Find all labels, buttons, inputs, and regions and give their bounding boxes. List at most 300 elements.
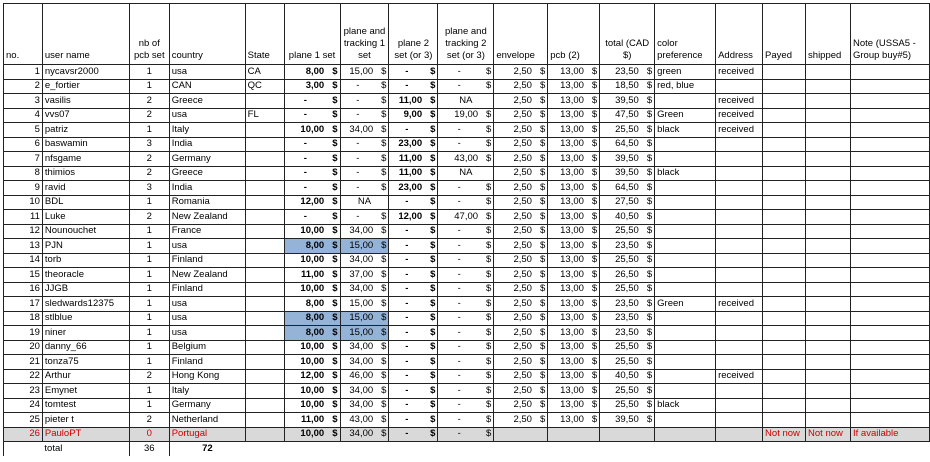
cell-payed[interactable]: [763, 355, 806, 370]
cell-nb-pcb-set[interactable]: 1: [129, 311, 169, 326]
cell-user-name[interactable]: torb: [42, 253, 129, 268]
cell-total[interactable]: [600, 355, 655, 370]
cell-payed[interactable]: [763, 94, 806, 109]
cell-color-preference[interactable]: green: [655, 65, 716, 80]
cell-address[interactable]: [716, 166, 763, 181]
cell-country[interactable]: usa: [169, 239, 245, 254]
cell-plane-tracking-2[interactable]: [438, 340, 494, 355]
cell-address[interactable]: [716, 210, 763, 225]
cell-total[interactable]: [600, 340, 655, 355]
cell-plane-tracking-1[interactable]: [340, 137, 389, 152]
cell-pcb-2[interactable]: [548, 427, 600, 442]
cell-state[interactable]: [245, 340, 284, 355]
cell-plane-tracking-2[interactable]: [438, 413, 494, 428]
cell-shipped[interactable]: [806, 326, 851, 341]
cell-no[interactable]: 22: [4, 369, 43, 384]
cell-pcb-2[interactable]: [548, 181, 600, 196]
cell-country[interactable]: Finland: [169, 282, 245, 297]
cell-plane-2-set[interactable]: [389, 65, 438, 80]
cell-no[interactable]: 7: [4, 152, 43, 167]
cell-shipped[interactable]: Not now: [806, 427, 851, 442]
col-header-envelope[interactable]: envelope: [494, 4, 548, 65]
cell-payed[interactable]: [763, 137, 806, 152]
cell-envelope[interactable]: [494, 311, 548, 326]
cell-pcb-2[interactable]: [548, 268, 600, 283]
cell-plane-1-set[interactable]: [284, 311, 340, 326]
cell-plane-tracking-1[interactable]: [340, 282, 389, 297]
cell-note[interactable]: [851, 311, 930, 326]
cell-plane-tracking-1[interactable]: [340, 268, 389, 283]
cell-country[interactable]: India: [169, 181, 245, 196]
cell-color-preference[interactable]: [655, 340, 716, 355]
cell-user-name[interactable]: ravid: [42, 181, 129, 196]
cell-nb-pcb-set[interactable]: 2: [129, 166, 169, 181]
cell-total[interactable]: [600, 384, 655, 399]
cell-color-preference[interactable]: [655, 181, 716, 196]
cell-state[interactable]: [245, 326, 284, 341]
cell-envelope[interactable]: [494, 268, 548, 283]
cell-plane-2-set[interactable]: [389, 311, 438, 326]
cell-note[interactable]: [851, 282, 930, 297]
cell-user-name[interactable]: JJGB: [42, 282, 129, 297]
cell-color-preference[interactable]: [655, 384, 716, 399]
cell-plane-tracking-2[interactable]: [438, 137, 494, 152]
cell-shipped[interactable]: [806, 413, 851, 428]
cell-envelope[interactable]: [494, 137, 548, 152]
cell-user-name[interactable]: Nounouchet: [42, 224, 129, 239]
cell-state[interactable]: [245, 297, 284, 312]
cell-plane-tracking-2[interactable]: [438, 123, 494, 138]
cell-plane-1-set[interactable]: [284, 253, 340, 268]
cell-plane-2-set[interactable]: [389, 282, 438, 297]
cell-pcb-2[interactable]: [548, 369, 600, 384]
cell-shipped[interactable]: [806, 152, 851, 167]
cell-plane-tracking-1[interactable]: [340, 413, 389, 428]
cell-pcb-2[interactable]: [548, 123, 600, 138]
cell-color-preference[interactable]: [655, 210, 716, 225]
cell-color-preference[interactable]: [655, 268, 716, 283]
cell-user-name[interactable]: pieter t: [42, 413, 129, 428]
cell-plane-1-set[interactable]: [284, 398, 340, 413]
cell-plane-tracking-1[interactable]: [340, 340, 389, 355]
cell-user-name[interactable]: stlblue: [42, 311, 129, 326]
cell-country[interactable]: Netherland: [169, 413, 245, 428]
cell-plane-2-set[interactable]: [389, 384, 438, 399]
cell-shipped[interactable]: [806, 65, 851, 80]
cell-payed[interactable]: [763, 195, 806, 210]
cell-no[interactable]: 17: [4, 297, 43, 312]
cell-nb-pcb-set[interactable]: 2: [129, 369, 169, 384]
cell-plane-tracking-1[interactable]: [340, 239, 389, 254]
cell-color-preference[interactable]: [655, 195, 716, 210]
cell-nb-pcb-set[interactable]: 1: [129, 355, 169, 370]
cell-nb-pcb-set[interactable]: 1: [129, 282, 169, 297]
cell-plane-tracking-2[interactable]: [438, 311, 494, 326]
cell-color-preference[interactable]: [655, 137, 716, 152]
cell-plane-tracking-2[interactable]: [438, 94, 494, 109]
cell-total[interactable]: [600, 195, 655, 210]
cell-color-preference[interactable]: black: [655, 166, 716, 181]
cell-state[interactable]: [245, 369, 284, 384]
cell-plane-1-set[interactable]: [284, 195, 340, 210]
cell-total[interactable]: [600, 166, 655, 181]
cell-envelope[interactable]: [494, 123, 548, 138]
cell-nb-pcb-set[interactable]: 1: [129, 224, 169, 239]
col-header-address[interactable]: Address: [716, 4, 763, 65]
cell-country[interactable]: CAN: [169, 79, 245, 94]
cell-pcb-2[interactable]: [548, 79, 600, 94]
cell-total[interactable]: [600, 268, 655, 283]
cell-no[interactable]: 26: [4, 427, 43, 442]
cell-plane-1-set[interactable]: [284, 239, 340, 254]
cell-user-name[interactable]: Luke: [42, 210, 129, 225]
cell-no[interactable]: 2: [4, 79, 43, 94]
cell-payed[interactable]: [763, 123, 806, 138]
cell-country[interactable]: India: [169, 137, 245, 152]
cell-envelope[interactable]: [494, 181, 548, 196]
col-header-payed[interactable]: Payed: [763, 4, 806, 65]
cell-plane-tracking-2[interactable]: [438, 427, 494, 442]
cell-payed[interactable]: [763, 210, 806, 225]
cell-plane-1-set[interactable]: [284, 355, 340, 370]
cell-pcb-2[interactable]: [548, 413, 600, 428]
cell-envelope[interactable]: [494, 413, 548, 428]
cell-nb-pcb-set[interactable]: 1: [129, 398, 169, 413]
cell-payed[interactable]: [763, 65, 806, 80]
cell-plane-tracking-1[interactable]: [340, 152, 389, 167]
cell-address[interactable]: [716, 427, 763, 442]
cell-plane-2-set[interactable]: [389, 268, 438, 283]
cell-envelope[interactable]: [494, 108, 548, 123]
cell-plane-1-set[interactable]: [284, 94, 340, 109]
cell-pcb-2[interactable]: [548, 108, 600, 123]
cell-user-name[interactable]: danny_66: [42, 340, 129, 355]
cell-address[interactable]: [716, 181, 763, 196]
cell-no[interactable]: 10: [4, 195, 43, 210]
cell-shipped[interactable]: [806, 369, 851, 384]
cell-note[interactable]: [851, 398, 930, 413]
cell-envelope[interactable]: [494, 210, 548, 225]
cell-no[interactable]: 5: [4, 123, 43, 138]
cell-address[interactable]: [716, 355, 763, 370]
cell-no[interactable]: 4: [4, 108, 43, 123]
cell-plane-2-set[interactable]: [389, 210, 438, 225]
cell-state[interactable]: CA: [245, 65, 284, 80]
cell-shipped[interactable]: [806, 210, 851, 225]
cell-plane-tracking-2[interactable]: [438, 65, 494, 80]
cell-plane-1-set[interactable]: [284, 427, 340, 442]
cell-note[interactable]: [851, 355, 930, 370]
cell-address[interactable]: [716, 398, 763, 413]
cell-total[interactable]: [600, 137, 655, 152]
cell-no[interactable]: 8: [4, 166, 43, 181]
cell-color-preference[interactable]: black: [655, 398, 716, 413]
cell-plane-2-set[interactable]: [389, 398, 438, 413]
cell-country[interactable]: usa: [169, 311, 245, 326]
cell-note[interactable]: [851, 326, 930, 341]
cell-address[interactable]: [716, 326, 763, 341]
cell-no[interactable]: 20: [4, 340, 43, 355]
cell-total[interactable]: [600, 108, 655, 123]
cell-country[interactable]: Germany: [169, 398, 245, 413]
cell-state[interactable]: [245, 181, 284, 196]
cell-user-name[interactable]: patriz: [42, 123, 129, 138]
cell-payed[interactable]: [763, 239, 806, 254]
cell-plane-1-set[interactable]: [284, 268, 340, 283]
cell-payed[interactable]: [763, 166, 806, 181]
cell-no[interactable]: 21: [4, 355, 43, 370]
cell-color-preference[interactable]: [655, 239, 716, 254]
cell-state[interactable]: [245, 355, 284, 370]
cell-shipped[interactable]: [806, 311, 851, 326]
cell-shipped[interactable]: [806, 282, 851, 297]
cell-shipped[interactable]: [806, 108, 851, 123]
cell-no[interactable]: 18: [4, 311, 43, 326]
cell-plane-tracking-2[interactable]: [438, 384, 494, 399]
cell-pcb-2[interactable]: [548, 326, 600, 341]
cell-plane-1-set[interactable]: [284, 166, 340, 181]
cell-note[interactable]: [851, 166, 930, 181]
cell-pcb-2[interactable]: [548, 152, 600, 167]
cell-color-preference[interactable]: [655, 326, 716, 341]
cell-envelope[interactable]: [494, 152, 548, 167]
cell-pcb-2[interactable]: [548, 398, 600, 413]
cell-no[interactable]: 14: [4, 253, 43, 268]
cell-plane-tracking-1[interactable]: [340, 369, 389, 384]
cell-plane-1-set[interactable]: [284, 413, 340, 428]
cell-plane-tracking-2[interactable]: [438, 398, 494, 413]
cell-color-preference[interactable]: [655, 413, 716, 428]
cell-shipped[interactable]: [806, 181, 851, 196]
cell-state[interactable]: [245, 94, 284, 109]
cell-plane-1-set[interactable]: [284, 297, 340, 312]
cell-plane-tracking-1[interactable]: [340, 79, 389, 94]
cell-color-preference[interactable]: [655, 253, 716, 268]
cell-plane-tracking-1[interactable]: [340, 253, 389, 268]
col-header-plane-tracking-2[interactable]: plane and tracking 2 set (or 3): [438, 4, 494, 65]
cell-plane-tracking-1[interactable]: [340, 355, 389, 370]
cell-user-name[interactable]: nycavsr2000: [42, 65, 129, 80]
cell-plane-1-set[interactable]: [284, 65, 340, 80]
cell-nb-pcb-set[interactable]: 1: [129, 326, 169, 341]
cell-no[interactable]: 15: [4, 268, 43, 283]
cell-total[interactable]: [600, 65, 655, 80]
cell-envelope[interactable]: [494, 166, 548, 181]
cell-color-preference[interactable]: Green: [655, 297, 716, 312]
cell-plane-tracking-2[interactable]: [438, 253, 494, 268]
cell-payed[interactable]: [763, 108, 806, 123]
cell-note[interactable]: [851, 79, 930, 94]
cell-note[interactable]: [851, 224, 930, 239]
cell-color-preference[interactable]: Green: [655, 108, 716, 123]
cell-plane-tracking-2[interactable]: [438, 210, 494, 225]
cell-note[interactable]: [851, 384, 930, 399]
cell-shipped[interactable]: [806, 268, 851, 283]
cell-no[interactable]: 24: [4, 398, 43, 413]
cell-nb-pcb-set[interactable]: 2: [129, 94, 169, 109]
cell-payed[interactable]: Not now: [763, 427, 806, 442]
cell-payed[interactable]: [763, 282, 806, 297]
cell-address[interactable]: received: [716, 65, 763, 80]
cell-plane-tracking-1[interactable]: [340, 210, 389, 225]
cell-envelope[interactable]: [494, 195, 548, 210]
cell-plane-1-set[interactable]: [284, 123, 340, 138]
cell-nb-pcb-set[interactable]: 2: [129, 108, 169, 123]
cell-envelope[interactable]: [494, 355, 548, 370]
cell-total[interactable]: [600, 239, 655, 254]
cell-plane-2-set[interactable]: [389, 137, 438, 152]
cell-payed[interactable]: [763, 224, 806, 239]
cell-total[interactable]: [600, 282, 655, 297]
col-header-note[interactable]: Note (USSA5 - Group buy#5): [851, 4, 930, 65]
cell-note[interactable]: [851, 181, 930, 196]
cell-plane-1-set[interactable]: [284, 210, 340, 225]
cell-total[interactable]: [600, 94, 655, 109]
cell-address[interactable]: [716, 384, 763, 399]
cell-state[interactable]: FL: [245, 108, 284, 123]
cell-note[interactable]: [851, 137, 930, 152]
cell-shipped[interactable]: [806, 79, 851, 94]
cell-nb-pcb-set[interactable]: 1: [129, 384, 169, 399]
cell-no[interactable]: 1: [4, 65, 43, 80]
cell-plane-tracking-2[interactable]: [438, 79, 494, 94]
cell-address[interactable]: received: [716, 123, 763, 138]
cell-plane-tracking-1[interactable]: [340, 123, 389, 138]
cell-state[interactable]: [245, 166, 284, 181]
cell-note[interactable]: [851, 108, 930, 123]
cell-state[interactable]: [245, 253, 284, 268]
cell-state[interactable]: [245, 384, 284, 399]
cell-country[interactable]: Germany: [169, 152, 245, 167]
cell-payed[interactable]: [763, 268, 806, 283]
cell-plane-2-set[interactable]: [389, 224, 438, 239]
cell-pcb-2[interactable]: [548, 166, 600, 181]
col-header-plane-2-set[interactable]: plane 2 set (or 3): [389, 4, 438, 65]
cell-color-preference[interactable]: [655, 224, 716, 239]
cell-envelope[interactable]: [494, 340, 548, 355]
cell-nb-pcb-set[interactable]: 2: [129, 210, 169, 225]
cell-pcb-2[interactable]: [548, 340, 600, 355]
cell-plane-2-set[interactable]: [389, 195, 438, 210]
cell-plane-tracking-2[interactable]: [438, 224, 494, 239]
cell-state[interactable]: [245, 224, 284, 239]
cell-plane-tracking-2[interactable]: [438, 282, 494, 297]
cell-country[interactable]: Portugal: [169, 427, 245, 442]
cell-total[interactable]: [600, 398, 655, 413]
cell-country[interactable]: New Zealand: [169, 268, 245, 283]
cell-plane-tracking-2[interactable]: [438, 152, 494, 167]
cell-no[interactable]: 12: [4, 224, 43, 239]
cell-plane-tracking-2[interactable]: [438, 181, 494, 196]
cell-plane-tracking-1[interactable]: [340, 311, 389, 326]
cell-no[interactable]: 3: [4, 94, 43, 109]
cell-state[interactable]: [245, 311, 284, 326]
cell-shipped[interactable]: [806, 340, 851, 355]
cell-note[interactable]: [851, 210, 930, 225]
cell-pcb-2[interactable]: [548, 65, 600, 80]
cell-nb-pcb-set[interactable]: 1: [129, 79, 169, 94]
cell-payed[interactable]: [763, 181, 806, 196]
cell-plane-tracking-1[interactable]: [340, 166, 389, 181]
cell-user-name[interactable]: niner: [42, 326, 129, 341]
cell-shipped[interactable]: [806, 398, 851, 413]
cell-plane-1-set[interactable]: [284, 282, 340, 297]
cell-country[interactable]: usa: [169, 326, 245, 341]
cell-address[interactable]: [716, 79, 763, 94]
cell-note[interactable]: [851, 65, 930, 80]
cell-nb-pcb-set[interactable]: 0: [129, 427, 169, 442]
cell-country[interactable]: usa: [169, 65, 245, 80]
cell-country[interactable]: Finland: [169, 253, 245, 268]
cell-country[interactable]: Italy: [169, 123, 245, 138]
cell-nb-pcb-set[interactable]: 2: [129, 152, 169, 167]
cell-address[interactable]: received: [716, 297, 763, 312]
cell-plane-tracking-2[interactable]: [438, 166, 494, 181]
cell-user-name[interactable]: Arthur: [42, 369, 129, 384]
cell-plane-2-set[interactable]: [389, 369, 438, 384]
cell-plane-1-set[interactable]: [284, 108, 340, 123]
cell-plane-1-set[interactable]: [284, 369, 340, 384]
cell-plane-1-set[interactable]: [284, 181, 340, 196]
cell-plane-tracking-1[interactable]: [340, 94, 389, 109]
cell-state[interactable]: [245, 195, 284, 210]
cell-shipped[interactable]: [806, 384, 851, 399]
cell-nb-pcb-set[interactable]: 1: [129, 297, 169, 312]
cell-payed[interactable]: [763, 398, 806, 413]
cell-plane-2-set[interactable]: [389, 152, 438, 167]
cell-pcb-2[interactable]: [548, 384, 600, 399]
cell-envelope[interactable]: [494, 282, 548, 297]
cell-pcb-2[interactable]: [548, 297, 600, 312]
cell-state[interactable]: [245, 427, 284, 442]
cell-plane-1-set[interactable]: [284, 340, 340, 355]
cell-note[interactable]: [851, 152, 930, 167]
cell-user-name[interactable]: sledwards12375: [42, 297, 129, 312]
cell-payed[interactable]: [763, 340, 806, 355]
cell-user-name[interactable]: tomtest: [42, 398, 129, 413]
cell-address[interactable]: [716, 152, 763, 167]
cell-note[interactable]: [851, 297, 930, 312]
cell-country[interactable]: Belgium: [169, 340, 245, 355]
cell-color-preference[interactable]: black: [655, 123, 716, 138]
cell-plane-tracking-1[interactable]: [340, 297, 389, 312]
cell-pcb-2[interactable]: [548, 224, 600, 239]
cell-plane-tracking-1[interactable]: [340, 65, 389, 80]
cell-address[interactable]: received: [716, 108, 763, 123]
cell-plane-2-set[interactable]: [389, 181, 438, 196]
col-header-plane-1-set[interactable]: plane 1 set: [284, 4, 340, 65]
cell-plane-tracking-2[interactable]: [438, 239, 494, 254]
cell-note[interactable]: [851, 413, 930, 428]
cell-plane-1-set[interactable]: [284, 79, 340, 94]
cell-country[interactable]: France: [169, 224, 245, 239]
cell-total[interactable]: [600, 210, 655, 225]
col-header-shipped[interactable]: shipped: [806, 4, 851, 65]
cell-payed[interactable]: [763, 253, 806, 268]
col-header-user-name[interactable]: user name: [42, 4, 129, 65]
cell-plane-1-set[interactable]: [284, 384, 340, 399]
cell-plane-tracking-2[interactable]: [438, 369, 494, 384]
cell-plane-tracking-1[interactable]: [340, 398, 389, 413]
cell-no[interactable]: 13: [4, 239, 43, 254]
cell-envelope[interactable]: [494, 94, 548, 109]
cell-color-preference[interactable]: red, blue: [655, 79, 716, 94]
cell-address[interactable]: [716, 137, 763, 152]
cell-payed[interactable]: [763, 384, 806, 399]
cell-total[interactable]: [600, 369, 655, 384]
cell-total[interactable]: [600, 311, 655, 326]
cell-plane-2-set[interactable]: [389, 340, 438, 355]
